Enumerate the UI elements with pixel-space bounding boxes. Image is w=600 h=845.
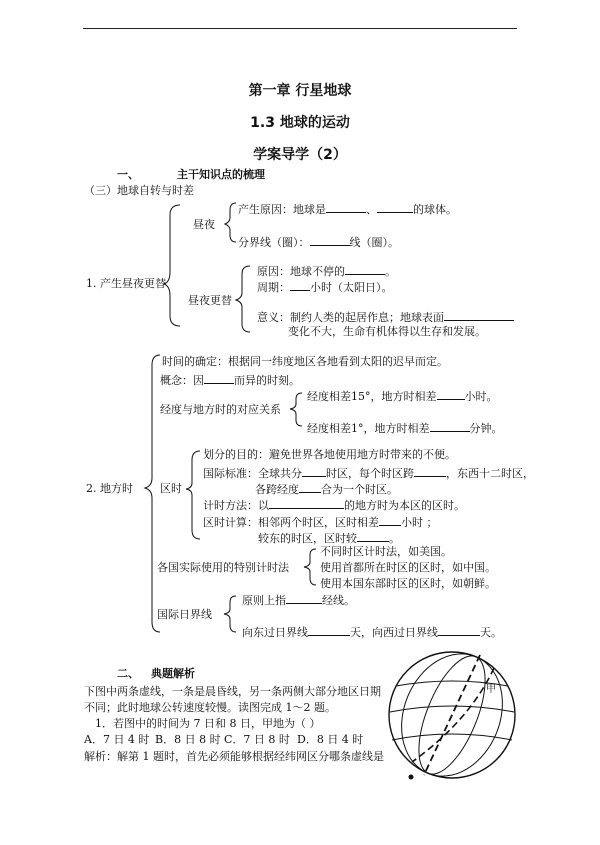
meaning-text-a: 意义：制约人类的起居作息；地球表面 (257, 311, 444, 324)
guide-title: 学案导学（2） (253, 147, 347, 163)
option-b[interactable]: B．8 日 8 时 (155, 733, 221, 746)
globe-label-jia: 甲 (486, 684, 496, 695)
calc-text-b: 小时 ； (401, 516, 438, 529)
analysis-text: 解析：解第 1 题时，首先必须能够根据经纬网区分哪条虚线是 (84, 750, 384, 763)
rel1-text-b: 分钟。 (469, 422, 503, 435)
reason-text-b: 。 (385, 265, 396, 278)
option-c[interactable]: C．7 日 8 时 (224, 733, 290, 746)
longitude-relation: 经度与地方时的对应关系 (160, 403, 281, 416)
period-text-b: 小时（太阳日）。 (310, 281, 393, 294)
question-1: 1．若图中的时间为 7 日和 8 日，甲地为（ ） (95, 717, 321, 730)
option-d[interactable]: D．8 日 4 时 (297, 733, 364, 746)
time-zone-label: 区时 (160, 482, 182, 495)
cause-text-b: 的球体。 (413, 203, 457, 216)
dateline-label: 国际日界线 (157, 608, 212, 621)
special-item-3: 使用本国东部时区的区时，如朝鲜。 (320, 577, 496, 590)
calc-text-a: 区时计算：相邻两个时区，区时相差 (203, 516, 379, 529)
special-item-1: 不同时区计时法，如美国。 (320, 545, 452, 558)
dateline-principle-text-a: 原则上指 (242, 594, 286, 607)
method-text-b: 的地方时为本区的区时。 (344, 499, 465, 512)
dateline-west-text: 天，向西过日界线 (350, 626, 438, 639)
reason-text-a: 原因：地球不停的 (257, 265, 345, 278)
concept-text-a: 概念：因 (160, 374, 204, 387)
rel15-text-a: 经度相差15°，地方时相差 (307, 390, 437, 403)
standard2-text-a: 各跨经度 (255, 483, 299, 496)
time-confirm: 时间的确定：根据同一纬度地区各地看到太阳的迟早而定。 (162, 355, 448, 368)
cause-sep: 、 (366, 203, 377, 216)
meaning-line-2: 变化不大，生命有机体得以生存和发展。 (288, 325, 486, 338)
chapter-title: 第一章 行星地球 (248, 83, 352, 99)
pole-dot (409, 775, 414, 780)
period-text-a: 周期： (257, 281, 290, 294)
dateline-end-text: 天。 (480, 626, 502, 639)
part1-heading-num: 一、 (117, 168, 139, 181)
part1-subheading: （三）地球自转与时差 (84, 184, 194, 197)
standard-text-c: ，东西十二时区， (446, 467, 534, 480)
zone-purpose: 划分的目的：避免世界各地使用地方时带来的不便。 (203, 448, 456, 461)
rel1-text-a: 经度相差1°，地方时相差 (307, 422, 430, 435)
rel15-text-b: 小时。 (464, 390, 498, 403)
dateline-principle-text-b: 经线。 (322, 594, 355, 607)
terminator-text-a: 分界线（圈）： (238, 236, 310, 249)
option-a[interactable]: A．7 日 4 时 (84, 733, 150, 746)
method-text-a: 计时方法：以 (203, 499, 269, 512)
part1-heading: 主干知识点的梳理 (177, 168, 265, 181)
part2-heading: 典题解析 (151, 667, 195, 680)
dateline-east-text: 向东过日界线 (242, 626, 308, 639)
standard-text-a: 国际标准：全球共分 (203, 467, 302, 480)
concept-text-b: 而异的时刻。 (234, 374, 300, 387)
calc2-text-b: 。 (389, 532, 400, 545)
special-item-2: 使用首都所在时区的区时，如中国。 (320, 561, 496, 574)
branch-day-night: 昼夜 (193, 218, 215, 231)
branch-alternation: 昼夜更替 (188, 294, 232, 307)
calc2-text-a: 较东的时区，区时较 (258, 532, 357, 545)
local-time-root: 2. 地方时 (86, 482, 133, 495)
special-timekeeping: 各国实际使用的特别计时法 (157, 561, 289, 574)
part2-para-2: 不同；此时地球公转速度较慢。读图完成 1～2 题。 (84, 701, 336, 714)
day-night-root: 1. 产生昼夜更替 (86, 277, 166, 290)
part2-para-1: 下图中两条虚线，一条是晨昏线，另一条两侧大部分地区日期 (84, 685, 381, 698)
part2-heading-num: 二、 (117, 667, 139, 680)
standard2-text-b: 合为一个时区。 (321, 483, 398, 496)
terminator-text-b: 线（圈）。 (349, 236, 399, 249)
section-title: 1.3 地球的运动 (250, 115, 350, 131)
cause-text-a: 产生原因：地球是 (238, 203, 326, 216)
standard-text-b: 时区，每个时区跨 (326, 467, 414, 480)
